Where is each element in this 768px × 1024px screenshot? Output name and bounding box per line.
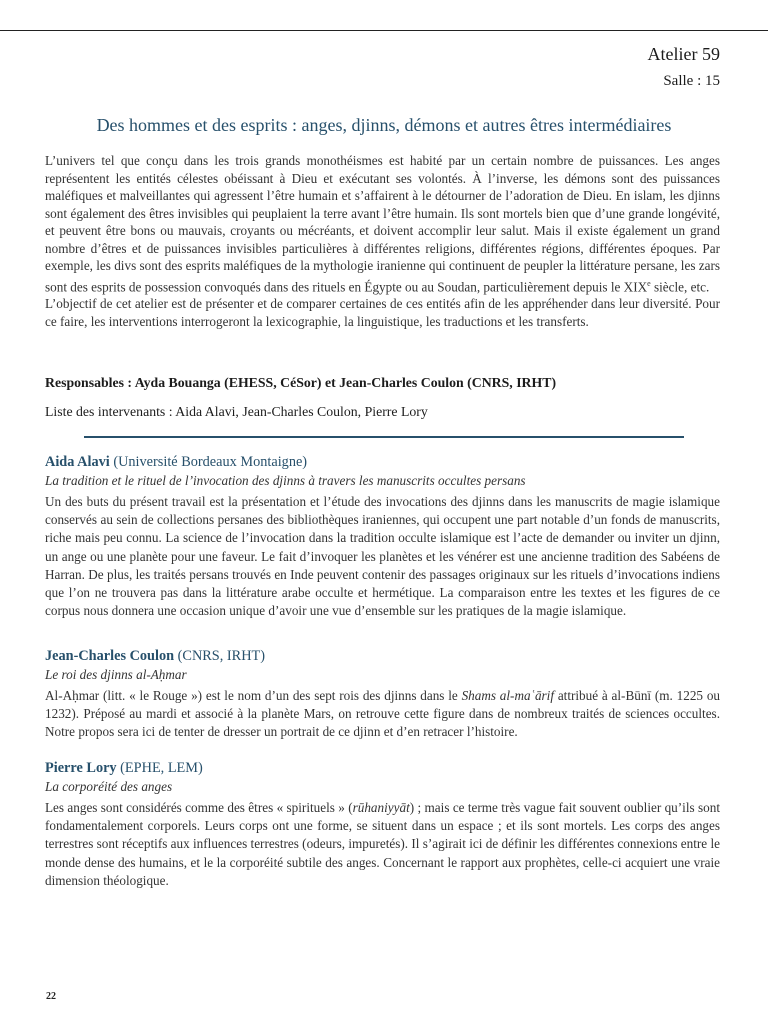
speaker-3-heading bbox=[45, 760, 203, 777]
intro-p1-sup: e bbox=[647, 278, 651, 288]
speaker-3-abstract-italic: rūhaniyyāt bbox=[352, 800, 410, 815]
speaker-2-abstract-b: attribué à al-Būnī (m. 1225 ou 1232). Préposé au mardi et associé à la planète Mars, on retrouve cette figure dans de nombreux traités de sciences occultes. Notre propos sera ici de tenter de dresser un portrait de ce djinn et d’en retracer l’histoire. bbox=[45, 688, 721, 740]
speaker-1-talk: La tradition et le rituel de l’invocation des djinns à travers les manuscrits occultes persans bbox=[45, 473, 526, 488]
speaker-1-affiliation: (Université Bordeaux Montaigne) bbox=[109, 454, 308, 470]
intro-text bbox=[45, 152, 720, 330]
speaker-3-abstract-a: Les anges sont considérés comme des êtres « spirituels » ( bbox=[45, 800, 353, 815]
section-divider bbox=[84, 436, 684, 438]
intro-p2: L’objectif de cet atelier est de présenter et de comparer certaines de ces entités afin de les appréhender dans leur diversité. Pour ce faire, les interventions interrogeront la lexicographie, la linguistique, les traductions et les transferts. bbox=[45, 296, 720, 329]
intervenants-list: Liste des intervenants : Aida Alavi, Jean-Charles Coulon, Pierre Lory bbox=[45, 404, 428, 419]
speaker-2-heading bbox=[45, 648, 265, 665]
speaker-1-abstract: Un des buts du présent travail est la présentation et l’étude des invocations des djinns dans les manuscrits de magie islamique conservés au sein de collections persanes des bibliothèques iraniennes, qui occupent une part notable d’un fonds de manuscrits, riche mais peu connu. La science de l’invocation dans la tradition occulte islamique est l’acte de demander ou inviter un djinn, un ange ou une planète pour une faveur. Le fait d’invoquer les planètes et les vénérer est une ancienne tradition des Sabéens de Harran. De plus, les traités persans trouvés en Inde peuvent contenir des passages originaux sur les rituels d’invocations indiens que l’on ne trouvera pas dans la littérature arabe occulte et hermétique. La comparaison entre les textes et les figures de ce corpus nous donnera une occasion unique d’avoir une vue d’ensemble sur les pratiques de la magie islamique. bbox=[45, 494, 720, 619]
speaker-1-name: Aida Alavi bbox=[45, 454, 110, 470]
speaker-3-talk: La corporéité des anges bbox=[45, 779, 173, 794]
speaker-2-affiliation: (CNRS, IRHT) bbox=[174, 648, 266, 664]
page-title: Des hommes et des esprits : anges, djinns, démons et autres êtres intermédiaires bbox=[96, 115, 672, 135]
speaker-2-name: Jean-Charles Coulon bbox=[45, 648, 175, 664]
speaker-3-abstract-b: ) ; mais ce terme très vague fait souvent oublier qu’ils sont fondamentalement corporels. Leurs corps ont une forme, se situent dans un espace ; et ils sont mortels. Les corps des anges terrestres sont réceptifs aux influences terrestres (odeurs, impuretés). Il s’agirait ici de définir les différentes connexions entre le monde dense des humains, et le la corporéité subtile des anges. Concernant le rapport aux prophètes, celle-ci acquiert une vraie dimension théologique. bbox=[45, 800, 720, 888]
speaker-2-talk: Le roi des djinns al-Aḥmar bbox=[45, 667, 187, 682]
top-rule bbox=[0, 30, 768, 31]
intro-p1-before: L’univers tel que conçu dans les trois grands monothéismes est habité par un certain nombre de puissances. Les anges représentent les entités célestes obéissant à Dieu et exécutant ses volontés. À l’inverse, les démons sont des puissances maléfiques et malveillantes qui agressent l’être humain et s’affairent à le détourner de l’adoration de Dieu. En islam, les djinns sont également des êtres invisibles qui peuplaient la terre avant l’être humain. Ils sont mortels bien que d’une grande longévité, et peuvent être bons ou mauvais, croyants ou mécréants, et doivent accomplir leur salut. Mais il existe également un grand nombre d’êtres et de puissances invisibles particulières à différentes religions, différentes régions, différentes époques. Par exemple, les divs sont des esprits maléfiques de la mythologie iranienne qui continuent de peupler la littérature persane, les zars sont des esprits de possession convoqués dans des rituels en Égypte ou au Soudan, particulièrement depuis le XIX bbox=[45, 153, 720, 294]
speaker-2-abstract bbox=[45, 687, 720, 742]
responsables: Responsables : Ayda Bouanga (EHESS, CéSor) et Jean-Charles Coulon (CNRS, IRHT) bbox=[45, 375, 557, 390]
speaker-3-abstract bbox=[45, 799, 720, 890]
salle-label: Salle : 15 bbox=[663, 73, 720, 89]
speaker-3-affiliation: (EPHE, LEM) bbox=[116, 760, 203, 776]
speaker-2-abstract-a: Al-Aḥmar (litt. « le Rouge ») est le nom d’un des sept rois des djinns dans le bbox=[45, 688, 462, 703]
intro-p1-after: siècle, etc. bbox=[650, 278, 710, 294]
speaker-3-name: Pierre Lory bbox=[45, 760, 117, 776]
page-number: 22 bbox=[46, 991, 56, 1002]
speaker-2-abstract-italic: Shams al-maʿārif bbox=[461, 688, 555, 703]
speaker-1-heading bbox=[45, 454, 307, 471]
atelier-label: Atelier 59 bbox=[647, 44, 720, 64]
